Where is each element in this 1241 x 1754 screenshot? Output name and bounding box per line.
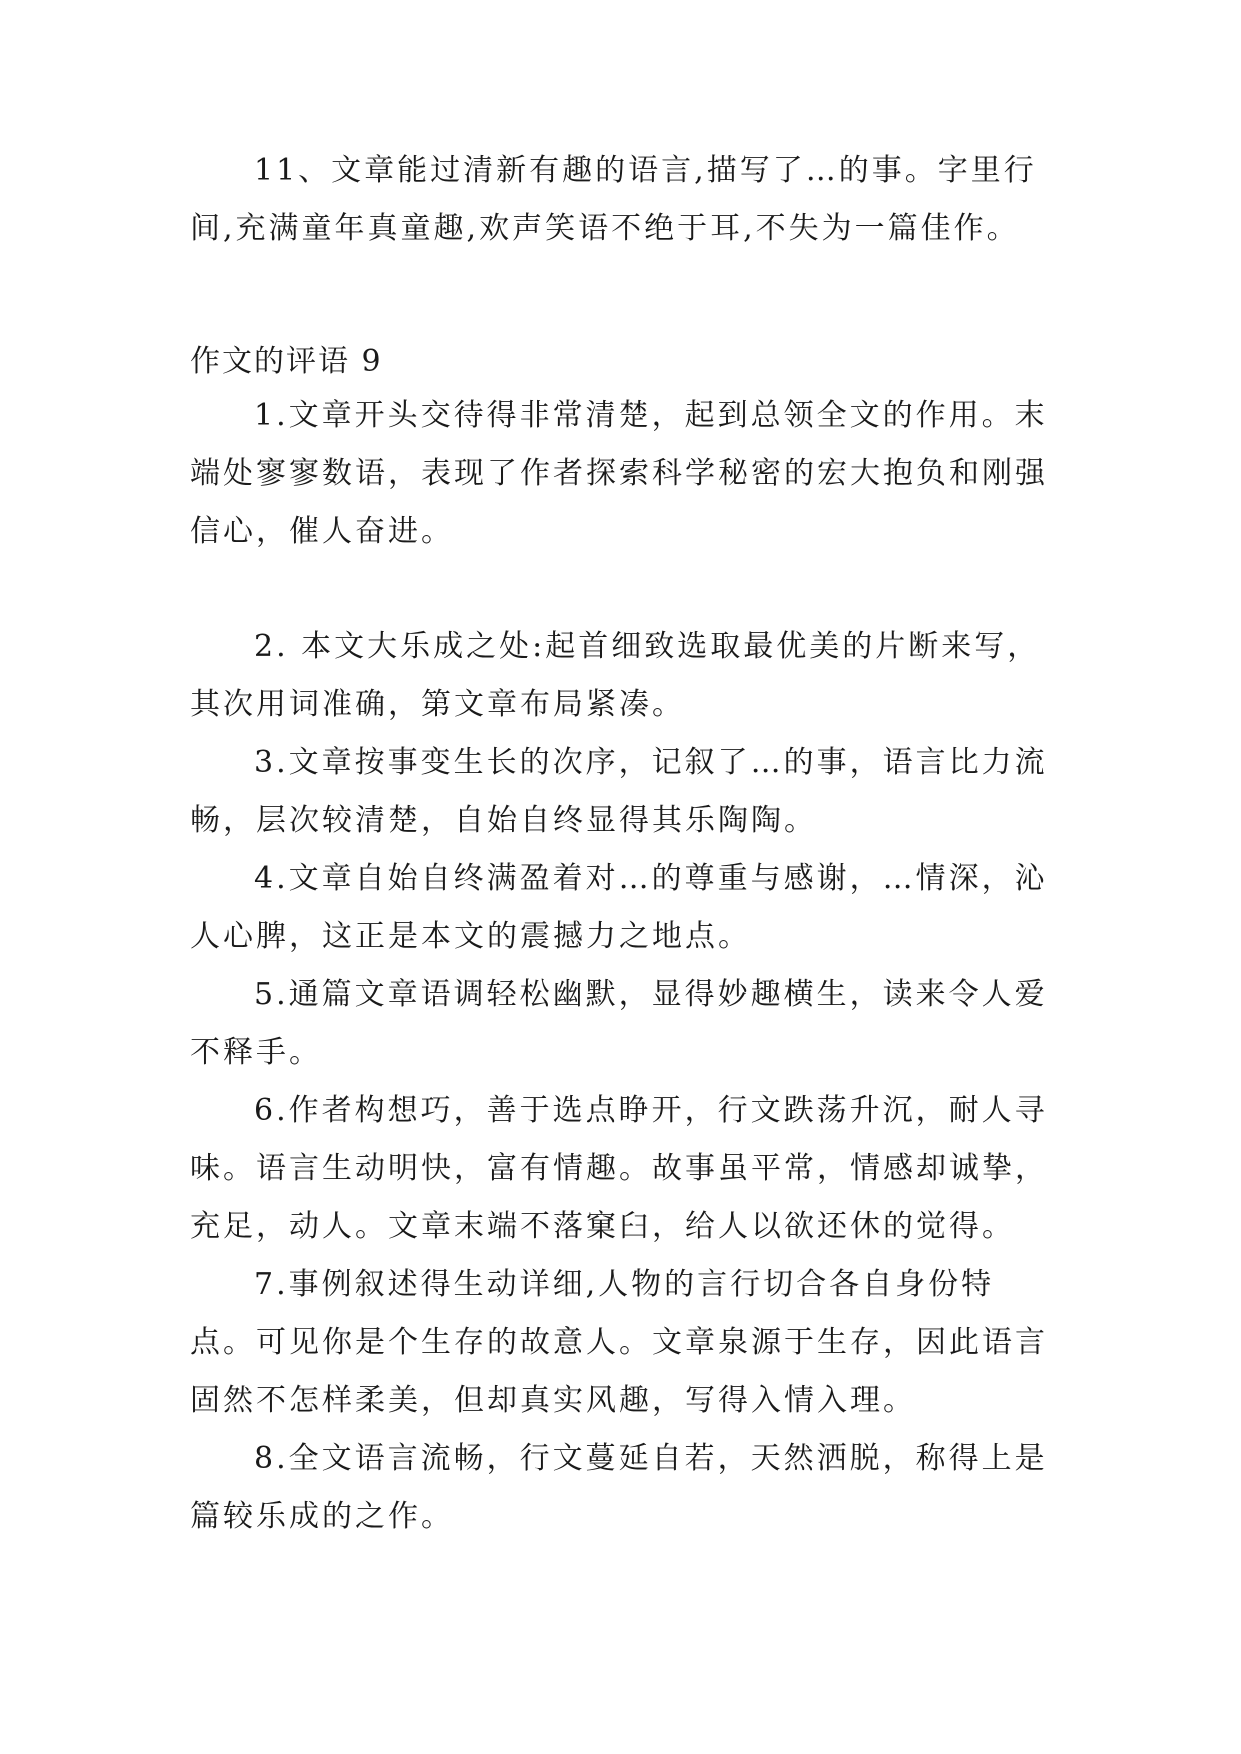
comment-item-3: 3.文章按事变生长的次序，记叙了…的事，语言比力流畅，层次较清楚，自始自终显得其乐陶陶。 [190, 745, 1048, 838]
comment-item-1: 1.文章开头交待得非常清楚，起到总领全文的作用。末端处寥寥数语，表现了作者探索科学秘密的宏大抱负和刚强信心，催人奋进。 [190, 398, 1048, 549]
comment-item-8: 8.全文语言流畅，行文蔓延自若，天然洒脱，称得上是篇较乐成的之作。 [190, 1441, 1048, 1534]
comment-item-2: 2. 本文大乐成之处:起首细致选取最优美的片断来写，其次用词准确，第文章布局紧凑。 [190, 629, 1041, 722]
comment-item-7: 7.事例叙述得生动详细,人物的言行切合各自身份特点。可见你是个生存的故意人。文章泉源于生存，因此语言固然不怎样柔美，但却真实风趣，写得入情入理。 [190, 1267, 1048, 1418]
section-heading: 作文的评语 9 [190, 344, 383, 379]
comment-item-5: 5.通篇文章语调轻松幽默，显得妙趣横生，读来令人爱不释手。 [190, 977, 1048, 1070]
comment-item-4: 4.文章自始自终满盈着对…的尊重与感谢，…情深，沁人心脾，这正是本文的震撼力之地点。 [190, 861, 1048, 954]
comment-paragraph-11: 11、文章能过清新有趣的语言,描写了…的事。字里行间,充满童年真童趣,欢声笑语不绝于耳,不失为一篇佳作。 [190, 153, 1037, 246]
comment-item-6: 6.作者构想巧，善于选点睁开，行文跌荡升沉，耐人寻味。语言生动明快，富有情趣。故事虽平常，情感却诚挚，充足，动人。文章末端不落窠臼，给人以欲还休的觉得。 [190, 1093, 1048, 1244]
